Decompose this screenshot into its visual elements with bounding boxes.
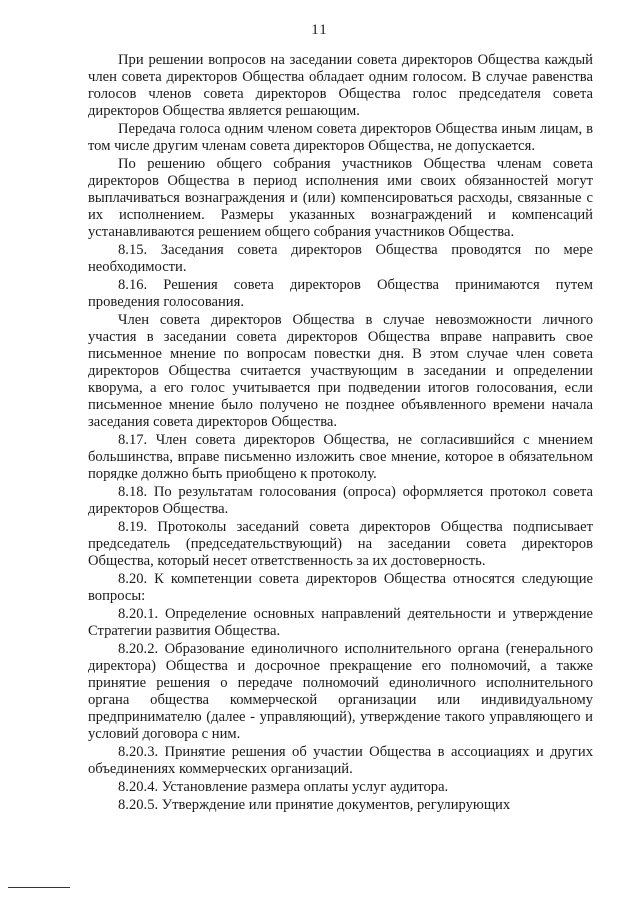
paragraph-vote-transfer: Передача голоса одним членом совета директоров Общества иным лицам, в том числе другим членам совета директоров Общества, не допускается. [88, 121, 593, 154]
clause-8-16: 8.16. Решения совета директоров Общества принимаются путем проведения голосования. [88, 277, 593, 310]
paragraph-voting-rules: При решении вопросов на заседании совета директоров Общества каждый член совета директоров Общества обладает одним голосом. В случае равенства голосов членов совета директоров Общества голос председателя совета директоров Общества является решающим. [88, 52, 593, 119]
clause-8-20-5: 8.20.5. Утверждение или принятие документов, регулирующих [118, 797, 511, 813]
clause-8-20-3: 8.20.3. Принятие решения об участии Общества в ассоциациях и других объединениях коммерческих организаций. [88, 744, 593, 777]
paragraph-written-opinion: Член совета директоров Общества в случае невозможности личного участия в заседании совета директоров Общества вправе направить свое письменное мнение по вопросам повестки дня. В этом случае член совета директоров Общества считается участвующим в заседании и определении кворума, а его голос учитывается при подведении итогов голосования, если письменное мнение было получено не позднее объявленного времени начала заседания совета директоров Общества. [88, 312, 593, 430]
footer-rule [8, 887, 70, 888]
paragraph-remuneration: По решению общего собрания участников Общества членам совета директоров Общества в период исполнения ими своих обязанностей могут выплачиваться вознаграждения и (или) компенсироваться расходы, связанные с их исполнением. Размеры указанных вознаграждений и компенсаций устанавливаются решением общего собрания участников Общества. [88, 156, 593, 240]
clause-8-15: 8.15. Заседания совета директоров Общества проводятся по мере необходимости. [88, 242, 593, 275]
clause-8-20-1: 8.20.1. Определение основных направлений деятельности и утверждение Стратегии развития Общества. [88, 606, 593, 639]
document-body [88, 52, 593, 815]
clause-8-20-2: 8.20.2. Образование единоличного исполнительного органа (генерального директора) Общества и досрочное прекращение его полномочий, а также принятие решения о передаче полномочий единоличного исполнительного органа общества коммерческой организации или индивидуальному предпринимателю (далее - управляющий), утверждение такого управляющего и условий договора с ним. [88, 641, 593, 742]
clause-8-18: 8.18. По результатам голосования (опроса) оформляется протокол совета директоров Общества. [88, 484, 593, 517]
clause-8-19: 8.19. Протоколы заседаний совета директоров Общества подписывает председатель (председательствующий) на заседании совета директоров Общества, который несет ответственность за их достоверность. [88, 519, 593, 569]
page-number: 11 [311, 22, 328, 38]
clause-8-20: 8.20. К компетенции совета директоров Общества относятся следующие вопросы: [88, 571, 593, 604]
clause-8-17: 8.17. Член совета директоров Общества, не согласившийся с мнением большинства, вправе письменно изложить свое мнение, которое в обязательном порядке должно быть приобщено к протоколу. [88, 432, 593, 482]
clause-8-20-4: 8.20.4. Установление размера оплаты услуг аудитора. [118, 779, 449, 795]
